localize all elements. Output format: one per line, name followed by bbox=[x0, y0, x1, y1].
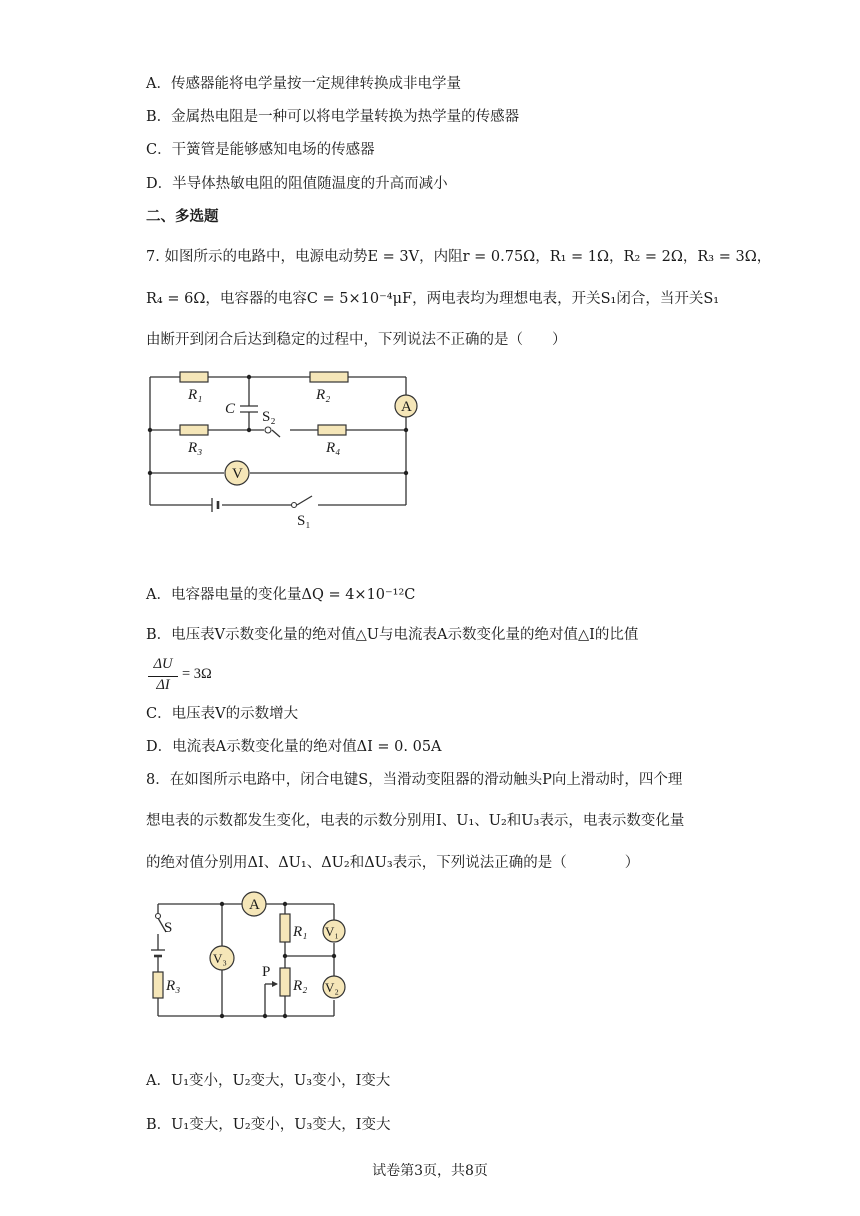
q7-label-r4: R₄ bbox=[326, 440, 341, 456]
q8-label-ammeter: A bbox=[249, 897, 260, 913]
q8-label-r2: R₂ bbox=[293, 978, 308, 994]
q7-r2-resistor bbox=[310, 372, 348, 382]
q8-label-v2: V₂ bbox=[325, 980, 339, 995]
q8-option-b: B．U₁变大，U₂变小，U₃变大，I变大 bbox=[146, 1117, 391, 1133]
q7-circuit-diagram bbox=[140, 365, 430, 530]
q8-label-s: S bbox=[164, 920, 173, 936]
q7-option-c: C．电压表V的示数增大 bbox=[146, 706, 299, 722]
q7-label-voltmeter: V bbox=[232, 466, 243, 482]
q7-label-cap: C bbox=[225, 401, 236, 417]
q7-r3-resistor bbox=[180, 425, 208, 435]
q7-option-b: B．电压表V示数变化量的绝对值△U与电流表A示数变化量的绝对值△I的比值 bbox=[146, 627, 639, 643]
q8-r2-resistor bbox=[280, 968, 290, 996]
option-c-prev: C．干簧管是能够感知电场的传感器 bbox=[146, 142, 375, 158]
q7-fraction-rhs: = 3Ω bbox=[182, 666, 212, 682]
q7-stem-line3: 由断开到闭合后达到稳定的过程中，下列说法不正确的是（ ） bbox=[146, 332, 567, 348]
option-b-prev: B．金属热电阻是一种可以将电学量转换为热学量的传感器 bbox=[146, 109, 520, 125]
q8-stem-line2: 想电表的示数都发生变化，电表的示数分别用I、U₁、U₂和U₃表示，电表示数变化量 bbox=[146, 813, 685, 829]
q7-r4-resistor bbox=[318, 425, 346, 435]
q7-label-s2: S₂ bbox=[262, 409, 276, 425]
q7-label-ammeter: A bbox=[401, 399, 412, 415]
q7-option-d: D．电流表A示数变化量的绝对值ΔI = 0. 05A bbox=[146, 739, 442, 755]
q7-fraction-numerator: ΔU bbox=[153, 656, 173, 672]
section-title: 二、多选题 bbox=[146, 208, 219, 225]
q8-r3-resistor bbox=[153, 972, 163, 998]
q8-label-p: P bbox=[262, 964, 271, 980]
page-footer: 试卷第3页，共8页 bbox=[372, 1163, 488, 1179]
q7-stem-line1: 7. 如图所示的电路中，电源电动势E = 3V，内阻r = 0.75Ω，R₁ = 1Ω，R₂ = 2Ω，R₃ = 3Ω， bbox=[146, 249, 772, 265]
q8-label-r1: R₁ bbox=[293, 924, 308, 940]
q7-r1-resistor bbox=[180, 372, 208, 382]
q7-label-r3: R₃ bbox=[188, 440, 203, 456]
q8-label-v1: V₁ bbox=[325, 924, 339, 939]
q8-label-r3: R₃ bbox=[166, 978, 181, 994]
q8-circuit-diagram bbox=[140, 888, 365, 1028]
q7-stem-line2: R₄ = 6Ω，电容器的电容C = 5×10⁻⁴μF，两电表均为理想电表，开关S₁闭合，当开关S₁ bbox=[146, 291, 720, 307]
option-a-prev: A．传感器能将电学量按一定规律转换成非电学量 bbox=[146, 76, 461, 92]
q7-option-a: A．电容器电量的变化量ΔQ = 4×10⁻¹²C bbox=[146, 587, 416, 603]
q8-r1-resistor bbox=[280, 914, 290, 942]
q8-label-v3: V₃ bbox=[213, 951, 227, 966]
q8-option-a: A．U₁变小，U₂变大，U₃变小，I变大 bbox=[146, 1073, 391, 1089]
q7-label-r1: R₁ bbox=[188, 387, 203, 403]
q7-label-r2: R₂ bbox=[316, 387, 331, 403]
q8-stem-line1: 8．在如图所示电路中，闭合电键S，当滑动变阻器的滑动触头P向上滑动时，四个理 bbox=[146, 772, 683, 788]
q8-stem-line3: 的绝对值分别用ΔI、ΔU₁、ΔU₂和ΔU₃表示，下列说法正确的是（ ） bbox=[146, 855, 640, 871]
q7-fraction-denominator: ΔI bbox=[156, 677, 170, 693]
q7-label-s1: S₁ bbox=[297, 513, 311, 529]
option-d-prev: D．半导体热敏电阻的阻值随温度的升高而减小 bbox=[146, 176, 448, 192]
